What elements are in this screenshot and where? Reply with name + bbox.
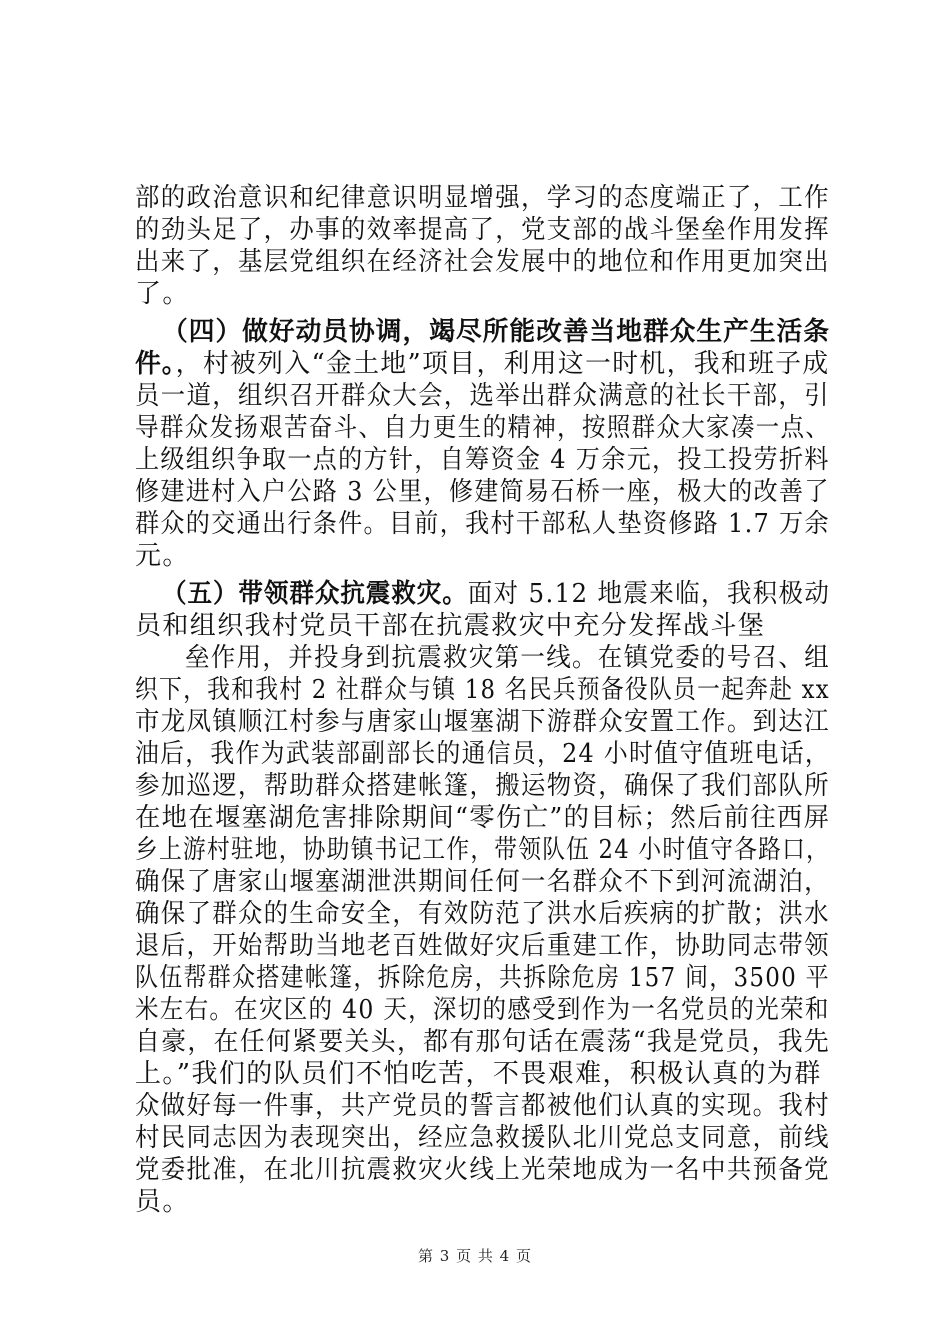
paragraph-line: 米左右。在灾区的 40 天，深切的感受到作为一名党员的光荣和 [135,995,830,1025]
paragraph-line: 确保了唐家山堰塞湖泄洪期间任何一名群众不下到河流湖泊， [135,867,830,897]
paragraph-line: 乡上游村驻地，协助镇书记工作，带领队伍 24 小时值守各路口， [135,835,831,865]
paragraph-line: 在地在堰塞湖危害排除期间“零伤亡”的目标；然后前往西屏 [135,803,831,833]
paragraph-line: 油后，我作为武装部副部长的通信员，24 小时值守值班电话， [135,739,830,769]
paragraph-line: 村民同志因为表现突出，经应急救援队北川党总支同意，前线 [135,1123,830,1153]
paragraph-line: 部的政治意识和纪律意识明显增强，学习的态度端正了，工作 [135,183,830,213]
paragraph-line: 员。 [135,1187,190,1217]
paragraph-line: 出来了，基层党组织在经济社会发展中的地位和作用更加突出 [135,247,830,277]
section-heading-4-end: 件。 [135,349,176,379]
paragraph-line: 元。 [135,541,190,571]
paragraph-line: 众做好每一件事，共产党员的誓言都被他们认真的实现。我村 [135,1091,830,1121]
paragraph-line: ，村被列入“金土地”项目，利用这一时机，我和班子成 [175,349,830,379]
paragraph-line: 垒作用，并投身到抗震救灾第一线。在镇党委的号召、组 [185,643,831,673]
paragraph-line: 面对 5.12 地震来临，我积极动 [467,579,831,609]
paragraph-line: 退后，开始帮助当地老百姓做好灾后重建工作，协助同志带领 [135,931,830,961]
paragraph-line: 员一道，组织召开群众大会，选举出群众满意的社长干部，引 [135,381,830,411]
section-heading-4: （四）做好动员协调，竭尽所能改善当地群众生产生活条 [162,317,830,347]
paragraph-line: 自豪，在任何紧要关头，都有那句话在震荡“我是党员，我先 [135,1027,831,1057]
page-number-footer: 第 3 页 共 4 页 [418,1247,532,1265]
section-heading-5: （五）带领群众抗震救灾。 [162,579,468,609]
paragraph-line: 队伍帮群众搭建帐篷，拆除危房，共拆除危房 157 间，3500 平 [135,963,830,993]
paragraph-line: 的劲头足了，办事的效率提高了，党支部的战斗堡垒作用发挥 [135,215,830,245]
paragraph-line: 导群众发扬艰苦奋斗、自力更生的精神，按照群众大家凑一点、 [135,413,831,443]
paragraph-line: 员和组织我村党员干部在抗震救灾中充分发挥战斗堡 [135,611,766,641]
paragraph-line: 上级组织争取一点的方针，自筹资金 4 万余元，投工投劳折料 [135,445,830,475]
paragraph-line: 党委批准，在北川抗震救灾火线上光荣地成为一名中共预备党 [135,1155,830,1185]
paragraph-line: 参加巡逻，帮助群众搭建帐篷，搬运物资，确保了我们部队所 [135,771,830,801]
paragraph-line: 修建进村入户公路 3 公里，修建简易石桥一座，极大的改善了 [135,477,830,507]
paragraph-line: 了。 [135,279,190,309]
paragraph-line: 织下，我和我村 2 社群众与镇 18 名民兵预备役队员一起奔赴 xx [135,675,830,705]
paragraph-line: 上。”我们的队员们不怕吃苦，不畏艰难，积极认真的为群 [135,1059,822,1089]
paragraph-line: 市龙凤镇顺江村参与唐家山堰塞湖下游群众安置工作。到达江 [135,707,830,737]
paragraph-line: 确保了群众的生命安全，有效防范了洪水后疾病的扩散；洪水 [135,899,830,929]
paragraph-line: 群众的交通出行条件。目前，我村干部私人垫资修路 1.7 万余 [135,509,830,539]
